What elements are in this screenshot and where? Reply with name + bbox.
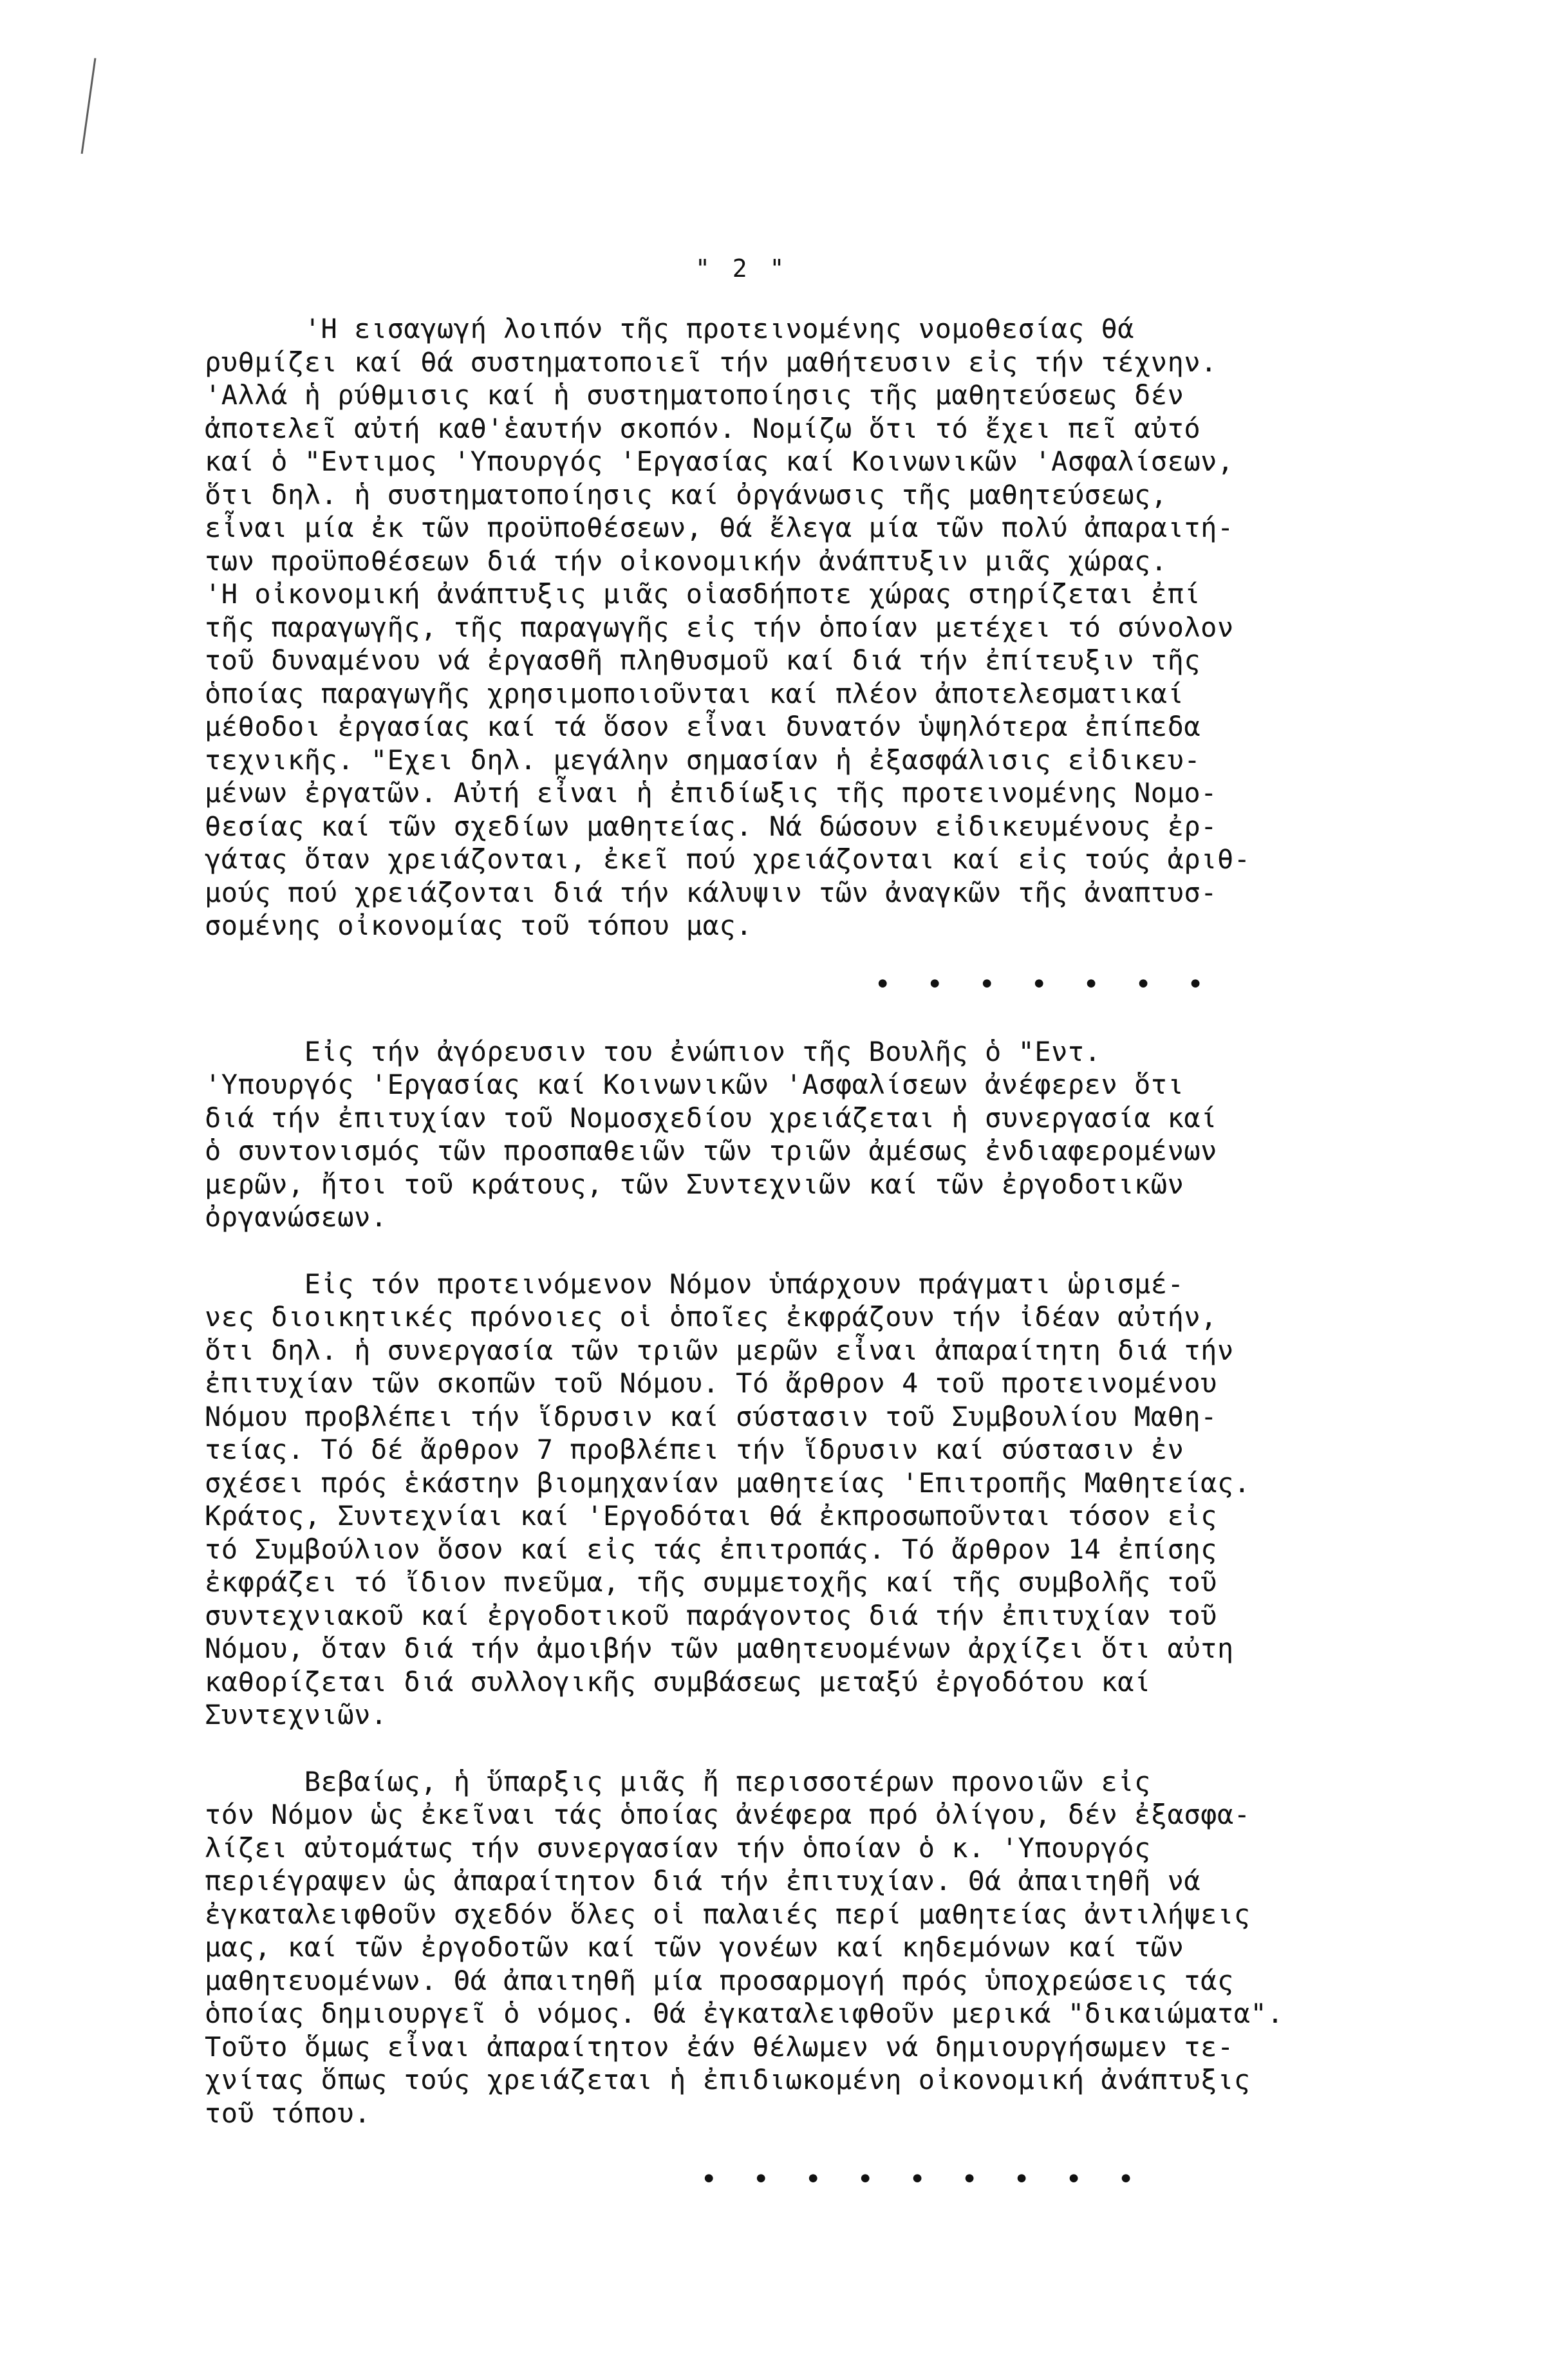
- text-line: 'Αλλά ἡ ρύθμισις καί ἡ συστηματοποίησις τῆς μαθητεύσεως δέν: [205, 379, 1184, 411]
- text-line: ὅτι δηλ. ἡ συστηματοποίησις καί ὀργάνωσις τῆς μαθητεύσεως,: [205, 478, 1168, 511]
- document-body: [205, 312, 1479, 2197]
- text-line: μένων ἐργατῶν. Αὐτή εἶναι ἡ ἐπιδίωξις τῆς προτεινομένης Νομο-: [205, 777, 1217, 809]
- paragraph-1: [205, 312, 1479, 942]
- text-line: Τοῦτο ὅμως εἶναι ἀπαραίτητον ἐάν θέλωμεν νά δημιουργήσωμεν τε-: [205, 2030, 1234, 2063]
- text-line: 'Υπουργός 'Εργασίας καί Κοινωνικῶν 'Ασφαλίσεων ἀνέφερεν ὅτι: [205, 1069, 1184, 1100]
- text-line: μούς πού χρειάζονται διά τήν κάλυψιν τῶν ἀναγκῶν τῆς ἀναπτυσ-: [205, 876, 1217, 908]
- text-line: μερῶν, ἤτοι τοῦ κράτους, τῶν Συντεχνιῶν καί τῶν ἐργοδοτικῶν: [205, 1168, 1184, 1200]
- paragraph-2: [205, 1035, 1479, 1234]
- text-line: 'Η οἰκονομική ἀνάπτυξις μιᾶς οἱασδήποτε χώρας στηρίζεται ἐπί: [205, 578, 1201, 610]
- text-line: ὅτι δηλ. ἡ συνεργασία τῶν τριῶν μερῶν εἶναι ἀπαραίτητη διά τήν: [205, 1334, 1234, 1366]
- section-separator-2: • • • • • • • • •: [700, 2163, 1144, 2196]
- text-line: Συντεχνιῶν.: [205, 1699, 388, 1730]
- text-line: καί ὁ "Εντιμος 'Υπουργός 'Εργασίας καί Κοινωνικῶν 'Ασφαλίσεων,: [205, 445, 1234, 477]
- text-line: σομένης οἰκονομίας τοῦ τόπου μας.: [205, 910, 752, 941]
- text-line: Κράτος, Συντεχνίαι καί 'Εργοδόται θά ἐκπροσωποῦνται τόσον εἰς: [205, 1500, 1217, 1532]
- text-line: ὁποίας παραγωγῆς χρησιμοποιοῦνται καί πλέον ἀποτελεσματικαί: [205, 677, 1184, 709]
- text-line: ἀποτελεῖ αὐτή καθ'ἑαυτήν σκοπόν. Νομίζω ὅτι τό ἔχει πεῖ αὐτό: [205, 412, 1201, 444]
- text-line: εἶναι μία ἐκ τῶν προϋποθέσεων, θά ἔλεγα μία τῶν πολύ ἀπαραιτή-: [205, 512, 1234, 543]
- text-line: νες διοικητικές πρόνοιες οἱ ὁποῖες ἐκφράζουν τήν ἰδέαν αὐτήν,: [205, 1301, 1217, 1333]
- text-line: ρυθμίζει καί θά συστηματοποιεῖ τήν μαθήτευσιν εἰς τήν τέχνην.: [205, 346, 1217, 378]
- text-line: ἐγκαταλειφθοῦν σχεδόν ὅλες οἱ παλαιές περί μαθητείας ἀντιλήψεις: [205, 1898, 1251, 1930]
- text-line: ἐκφράζει τό ἴδιον πνεῦμα, τῆς συμμετοχῆς καί τῆς συμβολῆς τοῦ: [205, 1566, 1217, 1598]
- text-line: ὁ συντονισμός τῶν προσπαθειῶν τῶν τριῶν ἀμέσως ἐνδιαφερομένων: [205, 1135, 1217, 1167]
- text-line: Νόμου προβλέπει τήν ἵδρυσιν καί σύστασιν τοῦ Συμβουλίου Μαθη-: [205, 1400, 1217, 1432]
- text-line: διά τήν ἐπιτυχίαν τοῦ Νομοσχεδίου χρειάζεται ἡ συνεργασία καί: [205, 1101, 1217, 1134]
- text-line: τό Συμβούλιον ὅσον καί εἰς τάς ἐπιτροπάς. Τό ἄρθρον 14 ἐπίσης: [205, 1533, 1217, 1565]
- paragraph-3: [205, 1268, 1479, 1732]
- text-line: τείας. Τό δέ ἄρθρον 7 προβλέπει τήν ἵδρυσιν καί σύστασιν ἐν: [205, 1434, 1184, 1465]
- text-line: ὀργανώσεων.: [205, 1201, 388, 1233]
- text-line: Νόμου, ὅταν διά τήν ἀμοιβήν τῶν μαθητευομένων ἀρχίζει ὅτι αὐτη: [205, 1633, 1234, 1664]
- text-line: Βεβαίως, ἡ ὕπαρξις μιᾶς ἤ περισσοτέρων προνοιῶν εἰς: [205, 1765, 1151, 1797]
- paragraph-4: [205, 1765, 1479, 2130]
- text-line: περιέγραψεν ὡς ἀπαραίτητον διά τήν ἐπιτυχίαν. Θά ἀπαιτηθῆ νά: [205, 1865, 1201, 1897]
- text-line: γάτας ὅταν χρειάζονται, ἐκεῖ πού χρειάζονται καί εἰς τούς ἀριθ-: [205, 843, 1251, 875]
- text-line: μαθητευομένων. Θά ἀπαιτηθῆ μία προσαρμογή πρός ὑποχρεώσεις τάς: [205, 1964, 1234, 1996]
- text-line: μέθοδοι ἐργασίας καί τά ὅσον εἶναι δυνατόν ὑψηλότερα ἐπίπεδα: [205, 711, 1201, 742]
- text-line: λίζει αὐτομάτως τήν συνεργασίαν τήν ὁποίαν ὁ κ. 'Υπουργός: [205, 1832, 1151, 1864]
- text-line: θεσίας καί τῶν σχεδίων μαθητείας. Νά δώσουν εἰδικευμένους ἐρ-: [205, 810, 1217, 842]
- text-line: των προϋποθέσεων διά τήν οἰκονομικήν ἀνάπτυξιν μιᾶς χώρας.: [205, 545, 1168, 577]
- text-line: ἐπιτυχίαν τῶν σκοπῶν τοῦ Νόμου. Τό ἄρθρον 4 τοῦ προτεινομένου: [205, 1367, 1217, 1399]
- text-line: χνίτας ὅπως τούς χρειάζεται ἡ ἐπιδιωκομένη οἰκονομική ἀνάπτυξις: [205, 2064, 1251, 2095]
- text-line: μας, καί τῶν ἐργοδοτῶν καί τῶν γονέων καί κηδεμόνων καί τῶν: [205, 1931, 1184, 1963]
- text-line: σχέσει πρός ἑκάστην βιομηχανίαν μαθητείας 'Επιτροπῆς Μαθητείας.: [205, 1466, 1251, 1499]
- section-separator-1: • • • • • • •: [874, 968, 1213, 1001]
- margin-mark: [81, 58, 100, 155]
- text-line: Εἰς τήν ἀγόρευσιν του ἐνώπιον τῆς Βουλῆς ὁ "Εντ.: [205, 1035, 1101, 1067]
- page-number: " 2 ": [695, 254, 789, 283]
- text-line: τεχνικῆς. "Εχει δηλ. μεγάλην σημασίαν ἡ ἐξασφάλισις εἰδικευ-: [205, 744, 1201, 776]
- text-line: 'Η εισαγωγή λοιπόν τῆς προτεινομένης νομοθεσίας θά: [205, 313, 1135, 344]
- text-line: ὁποίας δημιουργεῖ ὁ νόμος. Θά ἐγκαταλειφθοῦν μερικά "δικαιώματα".: [205, 1998, 1284, 2029]
- text-line: τόν Νόμον ὡς ἐκεῖναι τάς ὁποίας ἀνέφερα πρό ὀλίγου, δέν ἐξασφα-: [205, 1799, 1251, 1830]
- text-line: τοῦ δυναμένου νά ἐργασθῆ πληθυσμοῦ καί διά τήν ἐπίτευξιν τῆς: [205, 644, 1201, 676]
- text-line: συντεχνιακοῦ καί ἐργοδοτικοῦ παράγοντος διά τήν ἐπιτυχίαν τοῦ: [205, 1599, 1217, 1631]
- text-line: τοῦ τόπου.: [205, 2097, 371, 2129]
- text-line: Εἰς τόν προτεινόμενον Νόμον ὑπάρχουν πράγματι ὡρισμέ-: [205, 1268, 1184, 1300]
- text-line: τῆς παραγωγῆς, τῆς παραγωγῆς εἰς τήν ὁποίαν μετέχει τό σύνολον: [205, 611, 1234, 643]
- text-line: καθορίζεται διά συλλογικῆς συμβάσεως μεταξύ ἐργοδότου καί: [205, 1665, 1151, 1698]
